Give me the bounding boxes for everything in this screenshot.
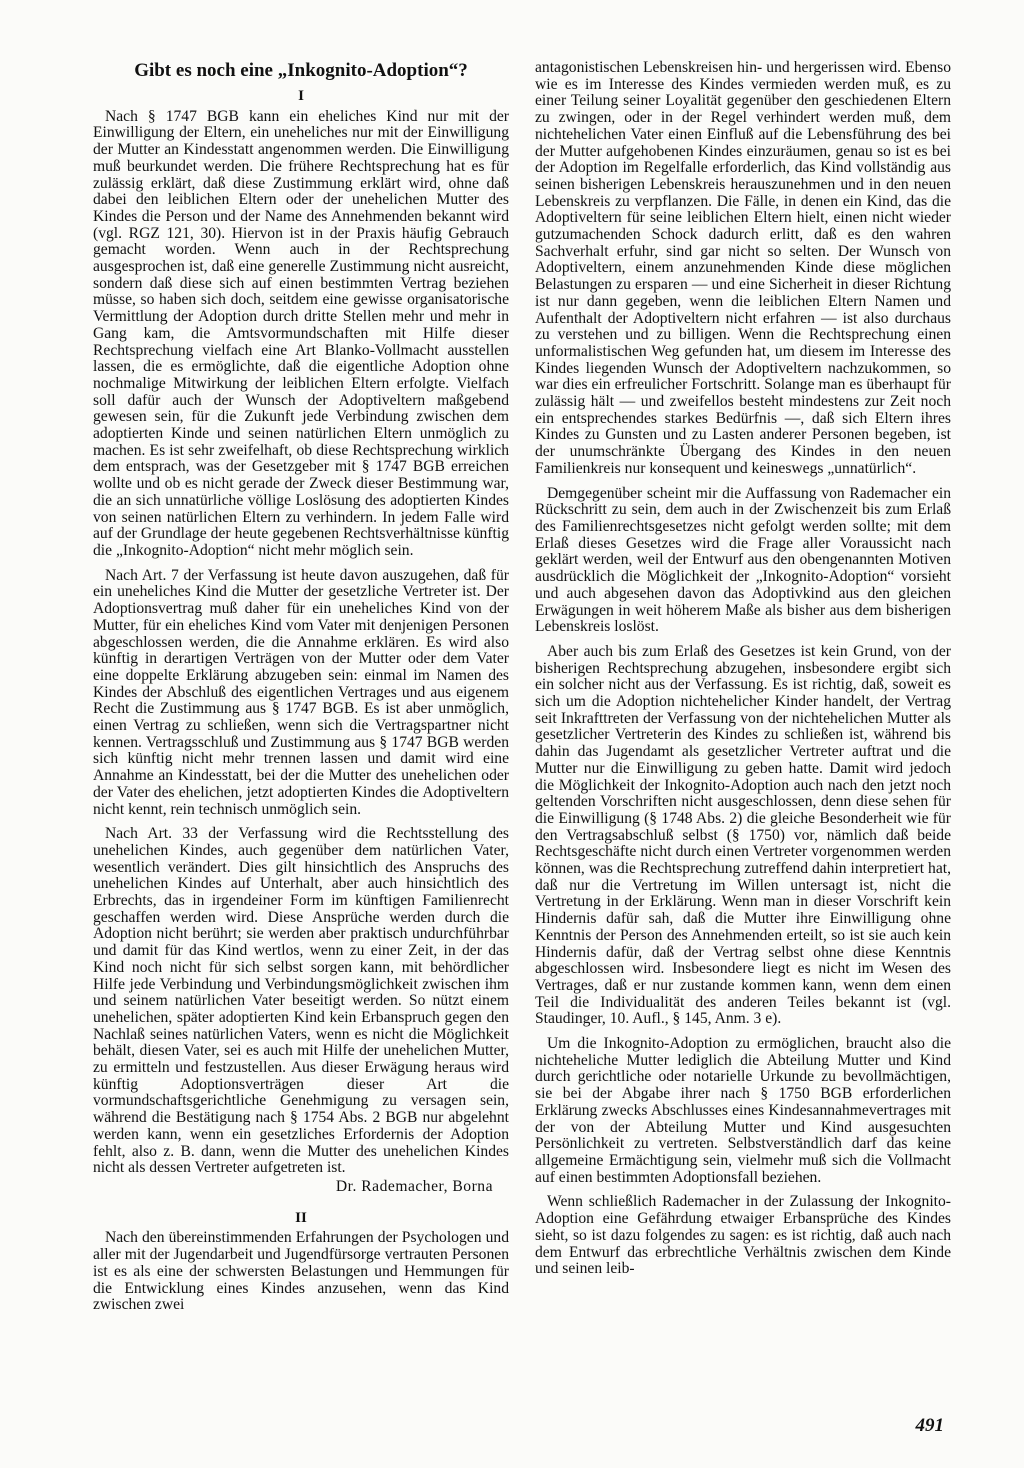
paragraph: Nach § 1747 BGB kann ein eheliches Kind nur mit der Einwilligung der Eltern, ein uneheliches nur mit der Einwilligung der Mutter an Kindesstatt angenommen werden. Die Einwilligung muß beurkundet werden. Die frühere Rechtsprechung hat es für zulässig erklärt, daß diese Zustimmung erklärt wird, ohne daß dabei den leiblichen Eltern oder der unehelichen Mutter des Kindes die Person und der Name des Annehmenden bekannt wird (vgl. RGZ 121, 30). Hiervon ist in der Praxis häufig Gebrauch gemacht worden. Wenn auch in der Rechtsprechung ausgesprochen ist, daß eine generelle Zustimmung nicht ausreicht, sondern daß diese sich auf einen bestimmten Vertrag beziehen müsse, so haben sich doch, seitdem eine gewisse organisatorische Vermittlung der Adoption durch dritte Stellen mehr und mehr in Gang kam, die Amtsvormundschaften mit Hilfe dieser Rechtsprechung vielfach eine Art Blanko-Vollmacht ausstellen lassen, die es ermöglichte, daß die eigentliche Adoption ohne nochmalige Mitwirkung der leiblichen Eltern erfolgte. Vielfach soll dafür auch der Wunsch der Adoptiveltern maßgebend gewesen sein, für die Zukunft jede Verbindung zwischen dem adoptierten Kinde und seinen natürlichen Eltern unmöglich zu machen. Es ist sehr zweifelhaft, ob diese Rechtsprechung wirklich dem entsprach, was der Gesetzgeber mit § 1747 BGB erreichen wollte und ob es nicht gerade der Zweck dieser Bestimmung war, die an sich unnatürliche völlige Loslösung des adoptierten Kindes von seinen natürlichen Eltern zu verhindern. In jedem Falle wird auf der Grundlage der heute gegebenen Rechtsverhältnisse künftig die „Inkognito-Adoption“ nicht mehr möglich sein. bbox=[93, 107, 509, 559]
right-column bbox=[535, 60, 951, 1286]
paragraph: Nach Art. 33 der Verfassung wird die Rechtsstellung des unehelichen Kindes, auch gegenüber dem natürlichen Vater, wesentlich verändert. Dies gilt hinsichtlich des Anspruchs des unehelichen Kindes auf Unterhalt, aber auch hinsichtlich des Erbrechts, das in irgendeiner Form im künftigen Familienrecht geschaffen werden wird. Diese Ansprüche werden durch die Adoption nicht berührt; sie werden aber praktisch undurchführbar und damit für das Kind wertlos, wenn zu einer Zeit, in der das Kind noch nicht für sich selbst sorgen kann, mit behördlicher Hilfe jede Verbindung und Verbindungsmöglichkeit zwischen ihm und seinem natürlichen Vater beseitigt werden. So nützt einem unehelichen, später adoptierten Kind kein Erbanspruch gegen den Nachlaß seines natürlichen Vaters, wenn es nicht die Möglichkeit behält, diesen Vater, sei es auch mit Hilfe der unehelichen Mutter, zu ermitteln und festzustellen. Aus dieser Erwägung heraus wird künftig Adoptionsverträgen dieser Art die vormundschaftsgerichtliche Genehmigung zu versagen sein, während die Bestätigung nach § 1754 Abs. 2 BGB nur abgelehnt werden kann, wenn ein gesetzliches Erfordernis der Adoption fehlt, also z. B. dann, wenn die Mutter des unehelichen Kindes nicht als dessen Vertreter aufgetreten ist. bbox=[93, 825, 509, 1177]
paragraph: Um die Inkognito-Adoption zu ermöglichen, braucht also die nichteheliche Mutter lediglich die Abteilung Mutter und Kind durch gerichtliche oder notarielle Urkunde zu bevollmächtigen, sie bei der Abgabe ihrer nach § 1750 BGB erforderlichen Erklärung zwecks Abschlusses eines Kindesannahmevertrages mit der von der Abteilung Mutter und Kind ausgesuchten Persönlichkeit zu vertreten. Selbstverständlich darf das keine allgemeine Ermächtigung sein, vielmehr muß sich die Vollmacht auf einen bestimmten Adoptionsfall beziehen. bbox=[535, 1035, 951, 1186]
paragraph: antagonistischen Lebenskreisen hin- und hergerissen wird. Ebenso wie es im Interesse des Kindes vermieden werden muß, es zu einer Teilung seiner Loyalität gegenüber den geschiedenen Eltern zu zwingen, oder in der Regel verhindert werden muß, dem nichtehelichen Vater einen Einfluß auf die Lebensführung des bei der Mutter aufgehobenen Kindes einzuräumen, genau so ist es bei der Adoption im Regelfalle erforderlich, das Kind vollständig aus seinen bisherigen Lebenskreis herauszunehmen und in den neuen Lebenskreis zu verpflanzen. Die Fälle, in denen ein Kind, das die Adoptiveltern für seine leiblichen Eltern hielt, einen nicht wieder gutzumachenden Schock dadurch erlitt, daß es den wahren Sachverhalt erfuhr, sind gar nicht so selten. Der Wunsch von Adoptiveltern, einem anzunehmenden Kinde diese möglichen Belastungen zu ersparen — und eine Sicherheit in dieser Richtung ist nur dann gegeben, wenn die leiblichen Eltern Namen und Aufenthalt der Adoptiveltern nicht erfahren — ist also durchaus zu verstehen und zu billigen. Wenn die Rechtsprechung einen unformalistischen Weg gefunden hat, um diesem im Interesse des Kindes liegenden Wunsch der Adoptiveltern nachzukommen, so war dies ein erfreulicher Fortschritt. Solange man es überhaupt für zulässig hält — und zweifellos besteht mindestens zur Zeit noch ein entsprechendes starkes Bedürfnis —, daß sich Eltern ihres Kindes zu Gunsten und zu Lasten anderer Personen begeben, ist der unumschränkte Übergang des Kindes in den neuen Familienkreis nur konsequent und keineswegs „unnatürlich“. bbox=[535, 59, 951, 477]
left-column bbox=[93, 60, 509, 1322]
page-number: 491 bbox=[915, 1415, 944, 1436]
paragraph: Wenn schließlich Rademacher in der Zulassung der Inkognito-Adoption eine Gefährdung etwaiger Erbansprüche des Kindes sieht, so ist dazu folgendes zu sagen: es ist richtig, daß auch nach dem Entwurf das erbrechtliche Verhältnis zwischen dem Kinde und seinen leib- bbox=[535, 1193, 951, 1278]
section-heading-1: I bbox=[298, 88, 304, 104]
paragraph: Demgegenüber scheint mir die Auffassung von Rademacher ein Rückschritt zu sein, dem auch in der Zwischenzeit bis zum Erlaß des Familienrechtsgesetzes nicht gefolgt werden sollte; mit dem Erlaß dieses Gesetzes wird die Frage aller Voraussicht nach geklärt werden, weil der Entwurf aus den obengenannten Motiven ausdrücklich die Möglichkeit der „Inkognito-Adoption“ vorsieht und auch abgesehen davon das Adoptivkind aus den gleichen Erwägungen in weit höherem Maße als bisher aus dem bisherigen Lebenskreis loslöst. bbox=[535, 484, 951, 636]
author-signature: Dr. Rademacher, Borna bbox=[335, 1178, 493, 1195]
paragraph: Nach den übereinstimmenden Erfahrungen der Psychologen und aller mit der Jugendarbeit und Jugendfürsorge vertrauten Personen ist es als eine der schwersten Belastungen und Hemmungen für die Entwicklung eines Kindes anzusehen, wenn das Kind zwischen zwei bbox=[93, 1229, 509, 1314]
paragraph: Aber auch bis zum Erlaß des Gesetzes ist kein Grund, von der bisherigen Rechtsprechung abzugehen, insbesondere ergibt sich ein solcher nicht aus der Verfassung. Es ist richtig, daß, soweit es sich um die Adoption nichtehelicher Kinder handelt, der Vertrag seit Inkrafttreten der Verfassung von der nichtehelichen Mutter als gesetzlicher Vertreterin des Kindes zu schließen ist, während bis dahin das Jugendamt als gesetzlicher Vertreter auftrat und die Mutter nur die Einwilligung zu geben hatte. Damit wird jedoch die Möglichkeit der Inkognito-Adoption auch nach den jetzt noch geltenden Vorschriften nicht ausgeschlossen, denn diese sehen für die Einwilligung (§ 1748 Abs. 2) die gleiche Besonderheit wie für den Vertragsabschluß selbst (§ 1750) vor, nämlich daß beide Rechtsgeschäfte nicht durch einen Vertreter vorgenommen werden können, was die Rechtsprechung zutreffend dahin interpretiert hat, daß nur die Vertretung im Willen untersagt ist, nicht die Vertretung in der Erklärung. Wenn man in dieser Vorschrift kein Hindernis dafür sah, daß die Mutter ihre Einwilligung ohne Kenntnis der Person des Annehmenden erteilt, so ist sie auch kein Hindernis dafür, daß der Vertrag selbst ohne diese Kenntnis abgeschlossen wird. Insbesondere liegt es nicht im Wesen des Vertrages, daß er nur zustande kommen kann, wenn dem einen Teil die Individualität des anderen Teiles bekannt ist (vgl. Staudinger, 10. Aufl., § 145, Anm. 3 e). bbox=[535, 642, 951, 1028]
paragraph: Nach Art. 7 der Verfassung ist heute davon auszugehen, daß für ein uneheliches Kind die Mutter der gesetzliche Vertreter ist. Der Adoptionsvertrag muß daher für ein uneheliches Kind von der Mutter, für ein eheliches Kind vom Vater mit denjenigen Personen abgeschlossen werden, die die Annahme erklären. Es wird also künftig in derartigen Verträgen von der Mutter oder dem Vater eine doppelte Erklärung abzugeben sein: einmal im Namen des Kindes der Abschluß des eigentlichen Vertrages und aus eigenem Recht die Zustimmung aus § 1747 BGB. Es ist aber unmöglich, einen Vertrag zu schließen, wenn sich die Vertragspartner nicht kennen. Vertragsschluß und Zustimmung aus § 1747 BGB werden sich künftig nicht mehr trennen lassen und damit wird eine Annahme an Kindesstatt, bei der die Mutter des unehelichen oder der Vater des ehelichen, jetzt adoptierten Kindes die Adoptiveltern nicht kennt, rein technisch unmöglich sein. bbox=[93, 566, 509, 818]
section-heading-2: II bbox=[295, 1209, 307, 1226]
article-title: Gibt es noch eine „Inkognito-Adoption“? bbox=[134, 60, 468, 81]
